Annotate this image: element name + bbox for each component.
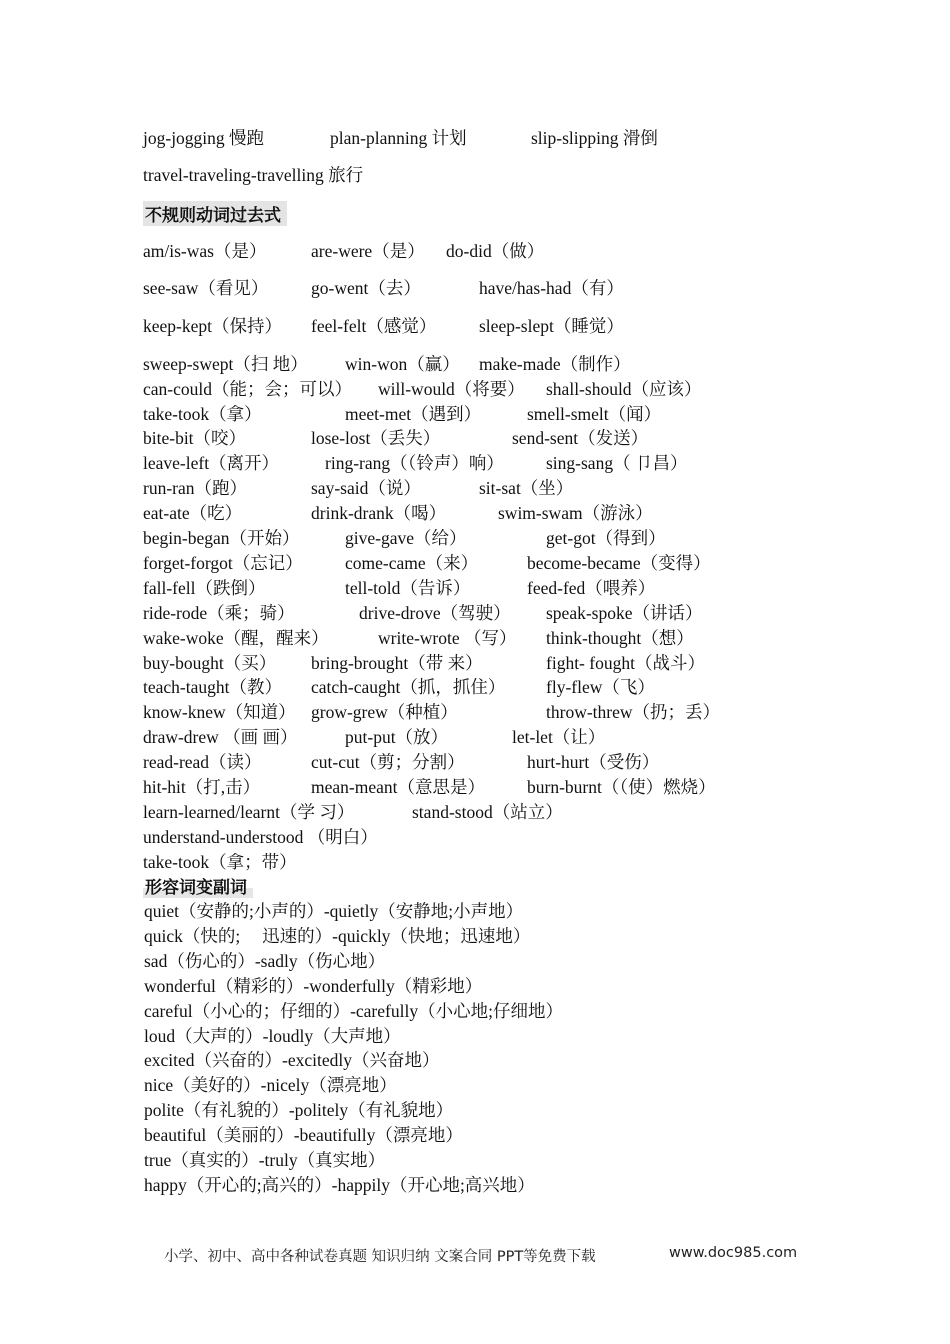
verb-entry: sing-sang（ 卩昌） — [546, 453, 688, 473]
verb-row — [0, 351, 950, 377]
verb-entry: see-saw（看见） — [143, 278, 269, 298]
verb-entry: will-would（将要） — [378, 379, 525, 399]
verb-row — [0, 475, 950, 501]
verb-entry: grow-grew（种植） — [311, 702, 458, 722]
verb-entry: let-let（让） — [512, 727, 606, 747]
verb-entry: read-read（读） — [143, 752, 262, 772]
verb-row — [0, 450, 950, 476]
verb-entry: get-got（得到） — [546, 528, 666, 548]
adjective-line: wonderful（精彩的）-wonderfully（精彩地） — [144, 976, 483, 996]
section-heading-irregular-verbs: 不规则动词过去式 — [143, 201, 287, 226]
verb-entry: throw-threw（扔；丢） — [546, 702, 720, 722]
verb-entry: make-made（制作） — [479, 354, 631, 374]
verb-entry: ring-rang（（铃声）响） — [325, 453, 504, 473]
verb-entry: can-could（能；会；可以） — [143, 379, 352, 399]
verb-entry: drink-drank（喝） — [311, 503, 447, 523]
section-heading-adjective-to-adverb: 形容词变副词 — [143, 873, 253, 898]
verb-entry: sleep-slept（睡觉） — [479, 316, 624, 336]
verb-row — [0, 724, 950, 750]
verb-entry: leave-left（离开） — [143, 453, 280, 473]
verb-entry: plan-planning 计划 — [330, 128, 467, 148]
verb-entry: sit-sat（坐） — [479, 478, 574, 498]
verb-entry: stand-stood（站立） — [412, 802, 563, 822]
verb-entry: burn-burnt（（使）燃烧） — [527, 777, 716, 797]
verb-row — [0, 275, 950, 301]
verb-row — [0, 238, 950, 264]
verb-row — [0, 824, 950, 850]
adjective-line: excited（兴奋的）-excitedly（兴奋地） — [144, 1050, 440, 1070]
verb-entry: lose-lost（丢失） — [311, 428, 441, 448]
verb-entry: win-won（赢） — [345, 354, 460, 374]
verb-entry: shall-should（应该） — [546, 379, 702, 399]
verb-row — [0, 550, 950, 576]
verb-entry: go-went（去） — [311, 278, 421, 298]
verb-entry: fly-flew（飞） — [546, 677, 655, 697]
verb-entry: wake-woke（醒，醒来） — [143, 628, 329, 648]
verb-entry: come-came（来） — [345, 553, 479, 573]
verb-entry: swim-swam（游泳） — [498, 503, 653, 523]
adjective-line: quick（快的; 迅速的）-quickly（快地；迅速地） — [144, 926, 531, 946]
verb-entry: have/has-had（有） — [479, 278, 624, 298]
verb-row — [0, 849, 950, 875]
verb-entry: draw-drew （画 画） — [143, 727, 298, 747]
verb-row — [0, 425, 950, 451]
verb-entry: travel-traveling-travelling 旅行 — [143, 165, 364, 185]
verb-entry: fall-fell（跌倒） — [143, 578, 266, 598]
verb-entry: put-put（放） — [345, 727, 449, 747]
adjective-line: true（真实的）-truly（真实地） — [144, 1150, 386, 1170]
verb-row — [0, 162, 950, 188]
verb-entry: fight- fought（战斗） — [546, 653, 705, 673]
verb-entry: do-did（做） — [446, 241, 545, 261]
verb-entry: take-took（拿） — [143, 404, 262, 424]
adjective-line: happy（开心的;高兴的）-happily（开心地;高兴地） — [144, 1175, 535, 1195]
verb-entry: speak-spoke（讲话） — [546, 603, 703, 623]
verb-entry: drive-drove（驾驶） — [359, 603, 511, 623]
verb-row — [0, 600, 950, 626]
adjective-line: beautiful（美丽的）-beautifully（漂亮地） — [144, 1125, 463, 1145]
verb-entry: cut-cut（剪；分割） — [311, 752, 465, 772]
verb-row — [0, 674, 950, 700]
adjective-line: nice（美好的）-nicely（漂亮地） — [144, 1075, 397, 1095]
verb-row — [0, 376, 950, 402]
verb-entry: hit-hit（打,击） — [143, 777, 261, 797]
verb-entry: catch-caught（抓，抓住） — [311, 677, 506, 697]
verb-entry: feel-felt（感觉） — [311, 316, 437, 336]
verb-entry: am/is-was（是） — [143, 241, 267, 261]
adjective-line: sad（伤心的）-sadly（伤心地） — [144, 951, 386, 971]
verb-row — [0, 699, 950, 725]
verb-entry: keep-kept（保持） — [143, 316, 282, 336]
verb-entry: forget-forgot（忘记） — [143, 553, 303, 573]
verb-entry: teach-taught（教） — [143, 677, 282, 697]
verb-entry: think-thought（想） — [546, 628, 694, 648]
verb-entry: know-knew（知道） — [143, 702, 296, 722]
verb-row — [0, 625, 950, 651]
verb-entry: take-took（拿；带） — [143, 852, 297, 872]
verb-row — [0, 799, 950, 825]
verb-entry: ride-rode（乘；骑） — [143, 603, 295, 623]
verb-row — [0, 500, 950, 526]
verb-entry: learn-learned/learnt（学 习） — [143, 802, 355, 822]
verb-entry: say-said（说） — [311, 478, 421, 498]
adjective-line: polite（有礼貌的）-politely（有礼貌地） — [144, 1100, 454, 1120]
verb-entry: send-sent（发送） — [512, 428, 649, 448]
verb-row — [0, 650, 950, 676]
verb-entry: meet-met（遇到） — [345, 404, 482, 424]
verb-entry: bring-brought（带 来） — [311, 653, 483, 673]
verb-entry: jog-jogging 慢跑 — [143, 128, 265, 148]
verb-entry: give-gave（给） — [345, 528, 467, 548]
verb-entry: begin-began（开始） — [143, 528, 300, 548]
verb-entry: eat-ate（吃） — [143, 503, 243, 523]
verb-entry: understand-understood （明白） — [143, 827, 378, 847]
verb-entry: mean-meant（意思是） — [311, 777, 485, 797]
verb-entry: hurt-hurt（受伤） — [527, 752, 660, 772]
verb-entry: bite-bit（咬） — [143, 428, 247, 448]
adjective-line: loud（大声的）-loudly（大声地） — [144, 1026, 401, 1046]
verb-entry: become-became（变得） — [527, 553, 711, 573]
verb-row — [0, 525, 950, 551]
verb-entry: feed-fed（喂养） — [527, 578, 656, 598]
verb-entry: slip-slipping 滑倒 — [531, 128, 658, 148]
verb-entry: buy-bought（买） — [143, 653, 277, 673]
verb-row — [0, 313, 950, 339]
adjective-line: quiet（安静的;小声的）-quietly（安静地;小声地） — [144, 901, 524, 921]
page-footer — [164, 1245, 798, 1266]
verb-entry: run-ran（跑） — [143, 478, 248, 498]
adjective-line: careful（小心的；仔细的）-carefully（小心地;仔细地） — [144, 1001, 563, 1021]
verb-entry: smell-smelt（闻） — [527, 404, 662, 424]
footer-text: 小学、初中、高中各种试卷真题 知识归纳 文案合同 PPT等免费下载 — [164, 1249, 596, 1265]
verb-row — [0, 125, 950, 151]
verb-row — [0, 774, 950, 800]
verb-entry: are-were（是） — [311, 241, 425, 261]
footer-url[interactable]: www.doc985.com — [669, 1245, 798, 1261]
verb-row — [0, 749, 950, 775]
verb-row — [0, 575, 950, 601]
verb-entry: write-wrote （写） — [378, 628, 517, 648]
verb-entry: tell-told（告诉） — [345, 578, 471, 598]
verb-entry: sweep-swept（扫 地） — [143, 354, 308, 374]
verb-row — [0, 401, 950, 427]
